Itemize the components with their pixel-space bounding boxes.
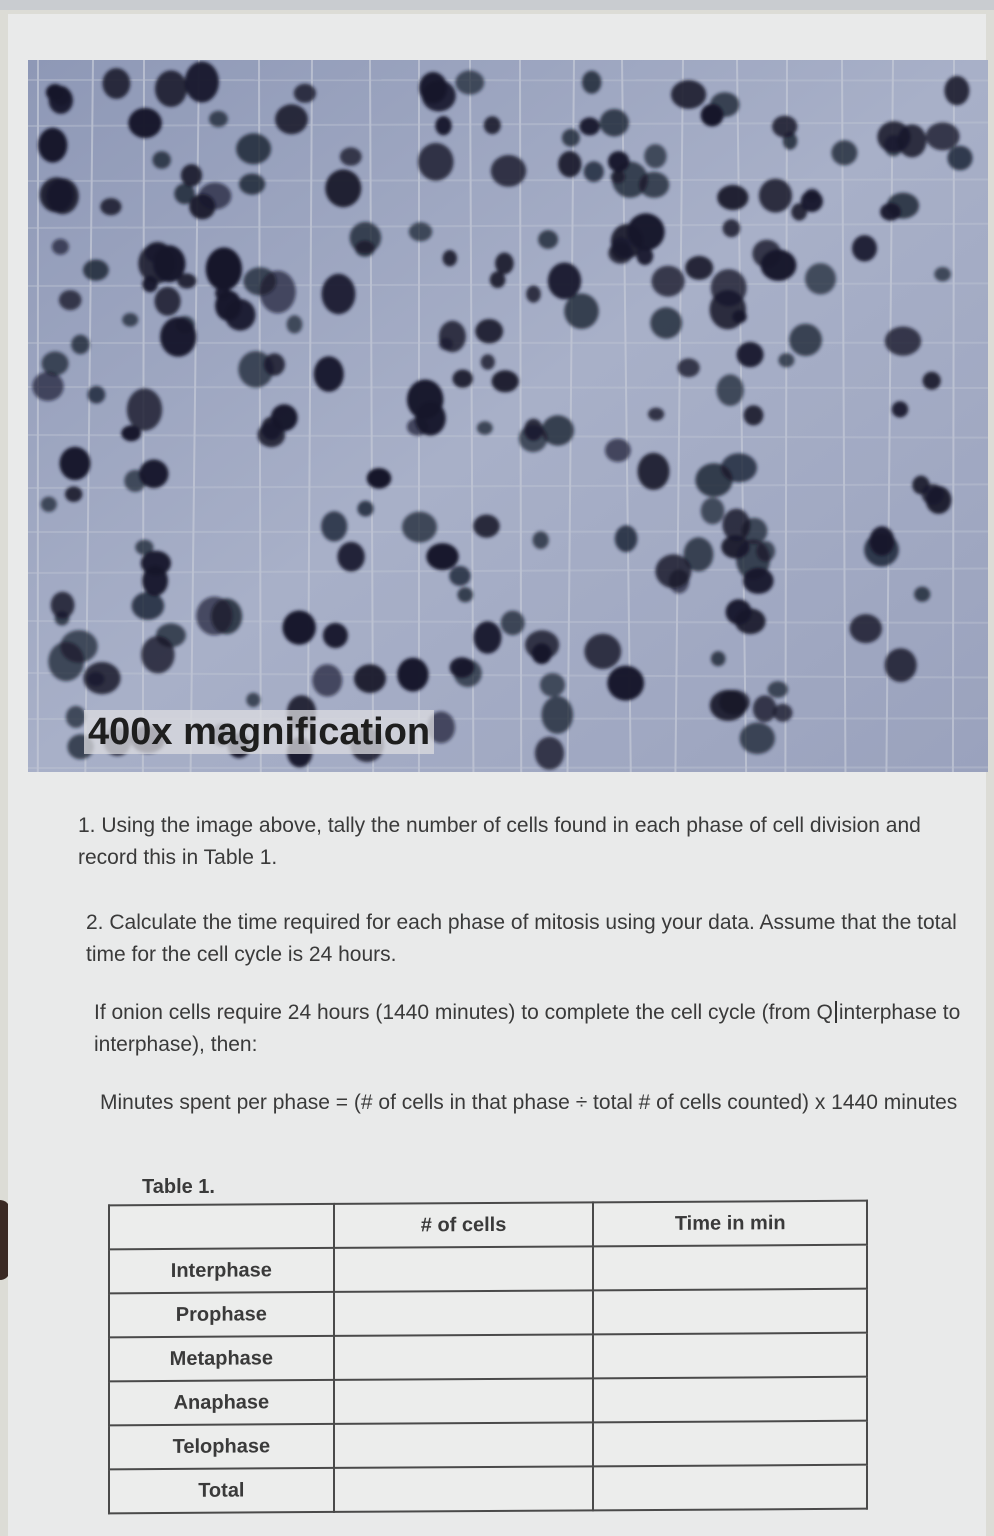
formula-text: Minutes spent per phase = (# of cells in that phase ÷ total # of cells counted) x 1440 minutes xyxy=(100,1091,958,1114)
cell-nucleus xyxy=(732,310,746,323)
cell-nucleus xyxy=(435,116,451,135)
cell-nucleus xyxy=(139,460,168,489)
cell-nucleus xyxy=(532,643,552,664)
cell-nucleus xyxy=(542,696,574,734)
cell-nucleus xyxy=(535,737,564,770)
header-cell-time: Time in min xyxy=(593,1201,867,1247)
cell-nucleus xyxy=(181,164,202,186)
cell-nucleus xyxy=(885,648,917,682)
phase-label: Telophase xyxy=(109,1424,334,1469)
cell-nucleus xyxy=(600,109,629,137)
cell-nucleus xyxy=(761,250,797,281)
cell-nucleus xyxy=(562,129,580,147)
cell-nucleus xyxy=(477,421,493,434)
cell-nucleus xyxy=(455,70,484,94)
cell-nucleus xyxy=(32,372,63,401)
table-row xyxy=(109,1245,867,1294)
cell-nucleus xyxy=(443,250,457,266)
cell-nucleus xyxy=(325,169,361,207)
cell-nucleus xyxy=(314,356,344,392)
cell-nucleus xyxy=(744,405,764,425)
cell-nucleus xyxy=(564,293,599,329)
cell-nucleus xyxy=(407,380,444,420)
question-1: 1. Using the image above, tally the number of cells found in each phase of cell division and record this in Table 1. xyxy=(78,814,921,869)
cell-nucleus xyxy=(196,597,232,636)
cell-nucleus xyxy=(66,706,86,728)
table-row xyxy=(109,1421,867,1470)
cell-nucleus xyxy=(582,71,601,94)
time-input[interactable] xyxy=(593,1245,867,1291)
cell-nucleus xyxy=(735,609,766,635)
cell-nucleus xyxy=(450,657,475,678)
cell-nucleus xyxy=(138,243,176,283)
cell-nucleus xyxy=(495,253,514,275)
cell-nucleus xyxy=(947,146,972,171)
cell-nucleus xyxy=(481,354,495,370)
cell-nucleus xyxy=(783,132,797,149)
cell-nucleus xyxy=(49,87,73,114)
cell-nucleus xyxy=(153,151,171,169)
cell-nucleus xyxy=(805,263,836,294)
phase-label: Total xyxy=(109,1468,334,1513)
cell-nucleus xyxy=(737,342,764,367)
cell-nucleus xyxy=(239,174,265,195)
cell-nucleus xyxy=(321,511,347,541)
cell-nucleus xyxy=(59,290,82,310)
cell-wall xyxy=(28,767,988,768)
cell-nucleus xyxy=(275,104,308,134)
time-input[interactable] xyxy=(593,1333,867,1379)
cell-nucleus xyxy=(655,554,691,588)
cell-nucleus xyxy=(409,222,432,241)
cell-nucleus xyxy=(103,68,131,99)
cell-nucleus xyxy=(736,540,770,580)
cell-nucleus xyxy=(475,319,503,343)
header-cell-phase xyxy=(109,1204,334,1249)
table-header-row xyxy=(109,1201,867,1250)
cell-nucleus xyxy=(778,353,794,367)
cell-nucleus xyxy=(397,658,428,692)
text-cursor xyxy=(835,1001,837,1023)
cell-nucleus xyxy=(484,116,501,134)
cell-nucleus xyxy=(648,408,664,421)
cell-nucleus xyxy=(156,623,186,647)
cell-count-input[interactable] xyxy=(334,1246,594,1292)
cell-nucleus xyxy=(426,543,458,570)
cell-nucleus xyxy=(759,179,792,213)
cell-count-input[interactable] xyxy=(334,1422,594,1468)
cell-nucleus xyxy=(422,80,456,111)
question-3 xyxy=(94,997,974,1061)
cell-nucleus xyxy=(885,327,921,356)
cell-nucleus xyxy=(538,230,558,249)
cell-nucleus xyxy=(892,401,908,417)
cell-nucleus xyxy=(418,143,454,181)
cell-nucleus xyxy=(540,673,565,697)
cell-nucleus xyxy=(128,108,162,138)
cell-nucleus xyxy=(52,239,69,255)
cell-nucleus xyxy=(83,260,109,281)
cell-nucleus xyxy=(864,533,899,567)
cell-nucleus xyxy=(48,642,84,681)
cell-nucleus xyxy=(677,358,699,377)
question-3-prefix: If onion cells require 24 hours (1440 minutes) to complete the cell cycle (from Q xyxy=(94,1001,833,1024)
cell-nucleus xyxy=(831,140,857,165)
table-row xyxy=(109,1465,867,1514)
header-cell-count: # of cells xyxy=(334,1202,594,1248)
cell-nucleus xyxy=(711,269,747,306)
cell-nucleus xyxy=(501,611,525,636)
cell-nucleus xyxy=(701,498,725,525)
cell-nucleus xyxy=(877,121,910,152)
worksheet-page xyxy=(8,14,986,1536)
cell-nucleus xyxy=(439,338,453,350)
time-input[interactable] xyxy=(593,1421,867,1467)
cell-nucleus xyxy=(100,198,121,215)
cell-nucleus xyxy=(127,388,162,430)
cell-nucleus xyxy=(142,276,158,292)
cell-nucleus xyxy=(209,111,228,127)
cell-count-input[interactable] xyxy=(334,1334,594,1380)
cell-nucleus xyxy=(638,453,670,490)
cell-nucleus xyxy=(71,335,89,355)
cell-nucleus xyxy=(337,542,364,572)
cell-nucleus xyxy=(608,151,629,172)
cell-nucleus xyxy=(723,219,741,237)
cell-count-input[interactable] xyxy=(334,1466,594,1512)
cell-nucleus xyxy=(685,256,713,280)
cell-nucleus xyxy=(236,133,271,164)
cell-nucleus xyxy=(199,183,232,210)
cell-nucleus xyxy=(407,418,429,436)
table-row xyxy=(109,1377,867,1426)
cell-nucleus xyxy=(449,566,470,586)
cell-nucleus xyxy=(789,324,822,356)
cell-nucleus xyxy=(65,486,82,502)
cell-nucleus xyxy=(926,122,960,150)
cell-nucleus xyxy=(41,497,57,512)
cell-nucleus xyxy=(584,634,621,669)
cell-nucleus xyxy=(185,62,219,103)
cell-nucleus xyxy=(264,353,285,375)
cell-nucleus xyxy=(768,681,788,697)
cell-nucleus xyxy=(753,695,777,722)
cell-nucleus xyxy=(721,453,757,482)
question-2: 2. Calculate the time required for each phase of mitosis using your data. Assume that the total time for the cell cycle is 24 hours. xyxy=(86,911,957,966)
cell-nucleus xyxy=(122,313,138,327)
cell-count-input[interactable] xyxy=(334,1290,594,1336)
cell-nucleus xyxy=(60,447,91,480)
cell-nucleus xyxy=(42,351,69,375)
cell-nucleus xyxy=(607,666,644,701)
cell-nucleus xyxy=(354,664,386,693)
cell-nucleus xyxy=(611,170,626,183)
cell-nucleus xyxy=(717,185,748,210)
cell-nucleus xyxy=(294,84,316,103)
cell-nucleus xyxy=(652,266,685,297)
cell-nucleus xyxy=(926,486,952,514)
cell-nucleus xyxy=(246,693,260,707)
cell-nucleus xyxy=(627,213,665,250)
cell-nucleus xyxy=(355,241,375,257)
cell-nucleus xyxy=(934,267,951,281)
cell-nucleus xyxy=(367,468,392,489)
time-input[interactable] xyxy=(593,1289,867,1335)
cell-nucleus xyxy=(944,76,969,105)
cell-nucleus xyxy=(287,315,303,333)
cell-nucleus xyxy=(132,592,165,620)
time-input[interactable] xyxy=(593,1465,867,1511)
phase-label: Prophase xyxy=(109,1292,334,1337)
onion-root-micrograph xyxy=(28,60,988,772)
cell-nucleus xyxy=(312,664,342,696)
cell-nucleus xyxy=(457,587,473,602)
cell-nucleus xyxy=(340,147,362,165)
cell-nucleus xyxy=(260,271,296,314)
cell-nucleus xyxy=(155,70,187,107)
cell-nucleus xyxy=(283,611,316,645)
cell-nucleus xyxy=(40,177,74,212)
cell-nucleus xyxy=(740,723,775,755)
cell-nucleus xyxy=(605,439,631,462)
phase-label: Interphase xyxy=(109,1248,334,1293)
cell-nucleus xyxy=(155,287,181,316)
time-input[interactable] xyxy=(593,1377,867,1423)
cell-nucleus xyxy=(51,592,75,619)
cell-nucleus xyxy=(261,417,281,440)
cell-nucleus xyxy=(175,316,195,334)
cell-nucleus xyxy=(923,372,941,390)
cell-nucleus xyxy=(88,386,106,404)
cell-nucleus xyxy=(474,621,502,654)
cell-nucleus xyxy=(492,370,519,392)
micrograph-image xyxy=(28,60,988,772)
cell-nucleus xyxy=(717,374,744,406)
cell-nucleus xyxy=(490,271,506,288)
cell-nucleus xyxy=(402,512,437,543)
cell-nucleus xyxy=(637,247,654,265)
cell-nucleus xyxy=(650,307,682,338)
cell-nucleus xyxy=(453,370,473,388)
cell-nucleus xyxy=(791,203,807,220)
cell-nucleus xyxy=(206,247,242,290)
cell-nucleus xyxy=(491,155,526,187)
cell-nucleus xyxy=(914,587,930,602)
question-3-suffix: interphase to interphase), then: xyxy=(94,1001,961,1056)
cell-count-input[interactable] xyxy=(334,1378,594,1424)
cell-nucleus xyxy=(558,151,581,177)
cell-nucleus xyxy=(584,161,604,182)
cell-nucleus xyxy=(533,531,549,549)
cell-nucleus xyxy=(579,117,600,135)
cell-nucleus xyxy=(615,525,638,552)
cell-nucleus xyxy=(524,419,543,441)
cell-nucleus xyxy=(852,235,877,261)
cell-nucleus xyxy=(357,501,373,517)
cell-nucleus xyxy=(912,476,929,495)
cell-nucleus xyxy=(723,509,751,541)
table-row xyxy=(109,1289,867,1338)
cell-nucleus xyxy=(323,623,348,648)
cell-nucleus xyxy=(711,651,726,666)
cell-nucleus xyxy=(177,273,196,288)
cell-nucleus xyxy=(542,415,574,445)
cell-nucleus xyxy=(644,144,666,168)
cell-nucleus xyxy=(671,80,706,109)
top-strip xyxy=(0,0,994,10)
cell-nucleus xyxy=(142,566,168,596)
cell-nucleus xyxy=(322,274,356,314)
phase-label: Metaphase xyxy=(109,1336,334,1381)
mitosis-table xyxy=(108,1200,868,1515)
cell-nucleus xyxy=(83,662,120,694)
magnification-label: 400x magnification xyxy=(84,710,434,754)
cell-nucleus xyxy=(548,263,581,300)
cell-nucleus xyxy=(38,128,67,163)
phase-label: Anaphase xyxy=(109,1380,334,1425)
cell-nucleus xyxy=(850,614,882,643)
table-row xyxy=(109,1333,867,1382)
table-caption: Table 1. xyxy=(142,1176,215,1198)
cell-nucleus xyxy=(473,515,499,538)
cell-nucleus xyxy=(526,286,541,303)
cell-nucleus xyxy=(719,690,750,715)
cell-nucleus xyxy=(710,92,739,117)
cell-nucleus xyxy=(880,203,901,221)
